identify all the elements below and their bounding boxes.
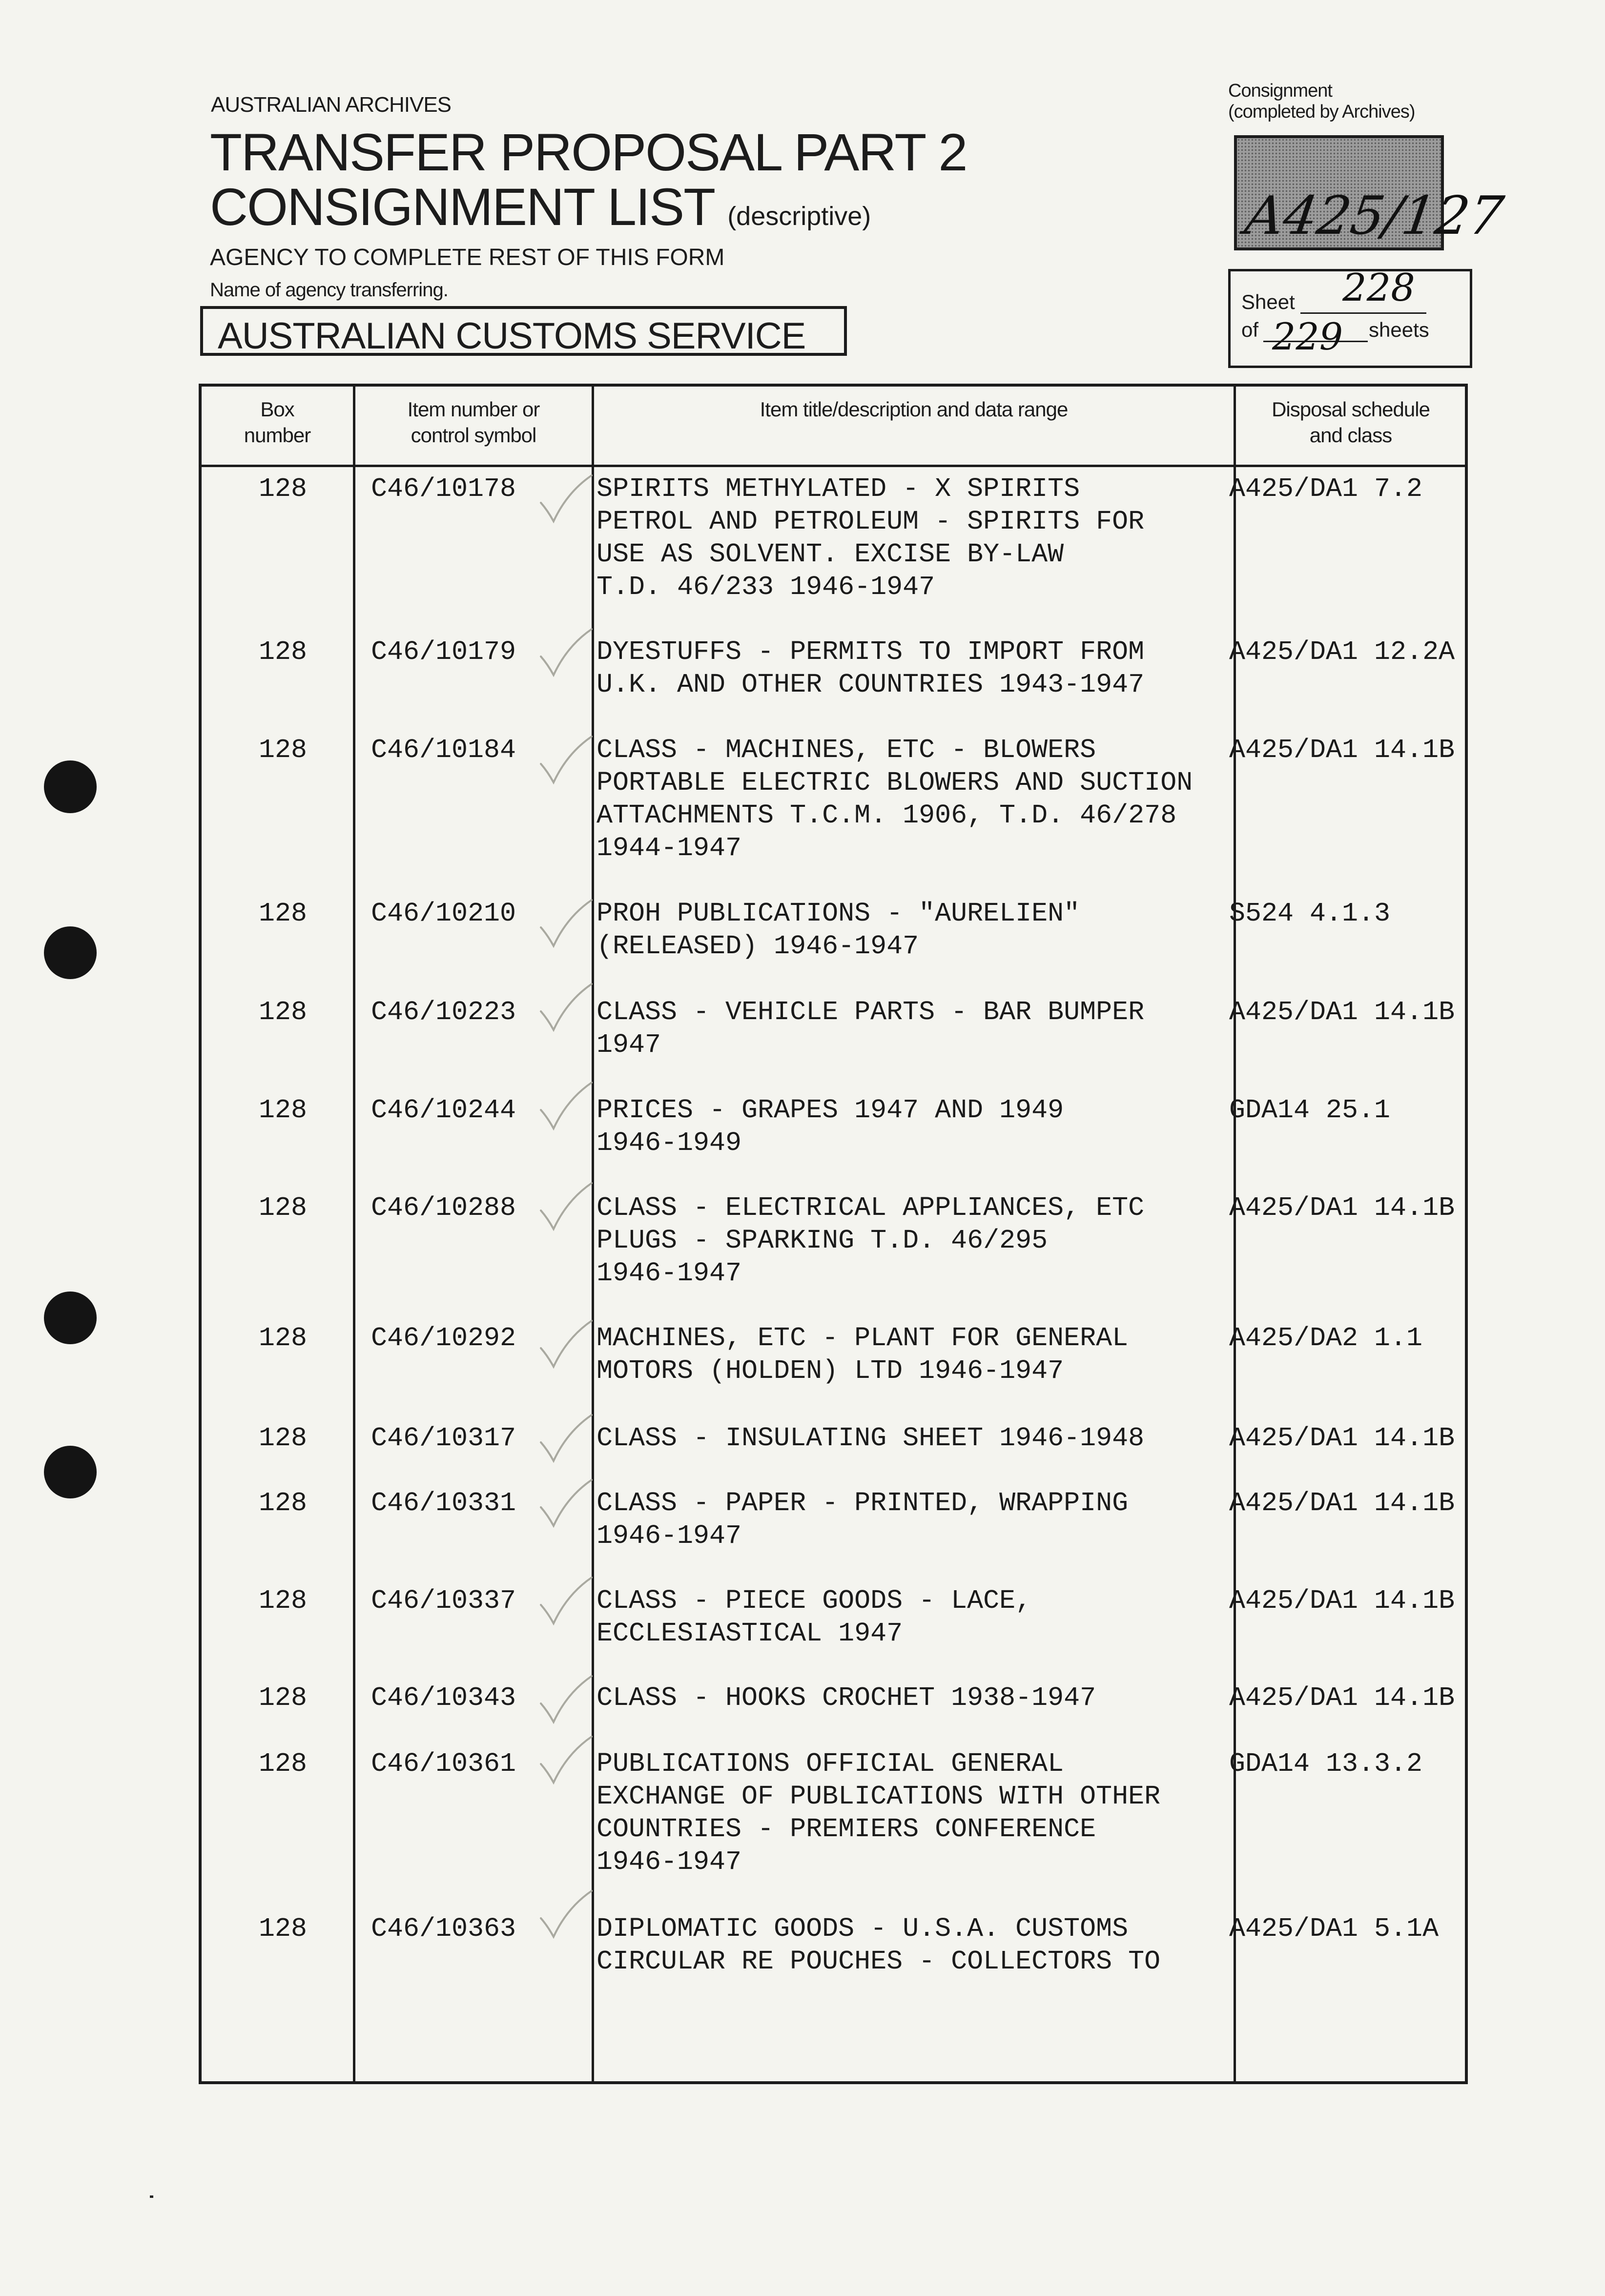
check-mark-icon [537, 1673, 596, 1732]
check-mark-icon [537, 981, 596, 1040]
column-header-item-line1: Item number or [407, 398, 540, 421]
consignment-label-line2: (completed by Archives) [1228, 102, 1415, 122]
box-number: 128 [259, 1488, 308, 1518]
item-number: C46/10184 [371, 735, 516, 765]
box-number: 128 [259, 1323, 308, 1353]
check-mark-icon [537, 1318, 596, 1376]
column-header-box-line2: number [244, 424, 311, 447]
form-subtitle [210, 177, 871, 236]
box-number: 128 [259, 1682, 308, 1713]
disposal-class: A425/DA1 14.1B [1229, 1488, 1455, 1518]
check-mark-icon [537, 1180, 596, 1239]
disposal-class: A425/DA1 14.1B [1229, 1423, 1455, 1454]
disposal-class: A425/DA1 7.2 [1229, 473, 1423, 504]
check-mark-icon [537, 1575, 596, 1633]
item-number: C46/10331 [371, 1488, 516, 1518]
box-number: 128 [259, 636, 308, 667]
form-subtitle-text: CONSIGNMENT LIST [210, 177, 714, 236]
column-divider-1 [353, 384, 355, 2084]
column-header-item-line2: control symbol [411, 424, 536, 447]
disposal-class: A425/DA1 5.1A [1229, 1913, 1439, 1944]
total-sheets-number: 229 [1272, 315, 1343, 358]
column-header-box [202, 396, 353, 448]
check-mark-icon [537, 472, 596, 531]
paper-speck [150, 2195, 153, 2198]
box-number: 128 [259, 1192, 308, 1223]
box-number: 128 [259, 1913, 308, 1944]
item-description: CLASS - PAPER - PRINTED, WRAPPING 1946-1947 [597, 1488, 1129, 1551]
column-header-box-line1: Box [260, 398, 294, 421]
sheets-label: sheets [1369, 318, 1429, 341]
item-description: MACHINES, ETC - PLANT FOR GENERAL MOTORS (HOLDEN) LTD 1946-1947 [597, 1323, 1129, 1386]
column-header-description: Item title/description and data range [760, 398, 1068, 421]
check-mark-icon [537, 734, 596, 792]
item-description: CLASS - MACHINES, ETC - BLOWERS PORTABLE ELECTRIC BLOWERS AND SUCTION ATTACHMENTS T.C.M. 1906, T.D. 46/278 1944-1947 [597, 735, 1193, 863]
punch-hole [44, 1292, 97, 1344]
disposal-class: A425/DA2 1.1 [1229, 1323, 1423, 1353]
item-number: C46/10223 [371, 997, 516, 1027]
column-header-item [355, 396, 592, 448]
item-description: CLASS - INSULATING SHEET 1946-1948 [597, 1423, 1145, 1454]
agency-name: AUSTRALIAN CUSTOMS SERVICE [218, 315, 806, 357]
item-description: CLASS - VEHICLE PARTS - BAR BUMPER 1947 [597, 997, 1145, 1060]
check-mark-icon [537, 1080, 596, 1138]
item-description: CLASS - PIECE GOODS - LACE, ECCLESIASTICAL 1947 [597, 1585, 1032, 1649]
box-number: 128 [259, 1748, 308, 1779]
item-number: C46/10288 [371, 1192, 516, 1223]
instruction-text: AGENCY TO COMPLETE REST OF THIS FORM [210, 245, 725, 270]
sheet-label: Sheet [1241, 290, 1295, 313]
item-number: C46/10210 [371, 898, 516, 929]
consignment-number: A425/127 [1241, 185, 1507, 246]
punch-hole [44, 926, 97, 979]
check-mark-icon [537, 1477, 596, 1536]
disposal-class: A425/DA1 14.1B [1229, 1682, 1455, 1713]
item-number: C46/10337 [371, 1585, 516, 1616]
disposal-class: S524 4.1.3 [1229, 898, 1391, 929]
box-number: 128 [259, 1095, 308, 1126]
item-description: PROH PUBLICATIONS - "AURELIEN" (RELEASED) 1946-1947 [597, 898, 1080, 962]
item-number: C46/10292 [371, 1323, 516, 1353]
agency-label: Name of agency transferring. [210, 279, 448, 301]
form-subtitle-suffix: (descriptive) [727, 202, 871, 231]
check-mark-icon [537, 897, 596, 956]
disposal-class: GDA14 13.3.2 [1229, 1748, 1423, 1779]
item-description: CLASS - ELECTRICAL APPLIANCES, ETC PLUGS - SPARKING T.D. 46/295 1946-1947 [597, 1192, 1145, 1289]
disposal-class: A425/DA1 14.1B [1229, 997, 1455, 1027]
item-number: C46/10317 [371, 1423, 516, 1454]
item-description: PRICES - GRAPES 1947 AND 1949 1946-1949 [597, 1095, 1064, 1158]
box-number: 128 [259, 735, 308, 765]
check-mark-icon [537, 1412, 596, 1471]
item-number: C46/10244 [371, 1095, 516, 1126]
disposal-class: A425/DA1 14.1B [1229, 735, 1455, 765]
item-number: C46/10361 [371, 1748, 516, 1779]
disposal-class: GDA14 25.1 [1229, 1095, 1391, 1126]
archives-label: AUSTRALIAN ARCHIVES [211, 93, 452, 117]
disposal-class: A425/DA1 14.1B [1229, 1585, 1455, 1616]
check-mark-icon [537, 1734, 596, 1792]
item-description: PUBLICATIONS OFFICIAL GENERAL EXCHANGE OF PUBLICATIONS WITH OTHER COUNTRIES - PREMIERS CONFERENCE 1946-1947 [597, 1748, 1161, 1877]
check-mark-icon [537, 1888, 596, 1947]
check-mark-icon [537, 626, 596, 685]
sheet-number-line [1300, 312, 1426, 314]
column-header-disposal [1236, 396, 1465, 448]
item-number: C46/10363 [371, 1913, 516, 1944]
consignment-label [1228, 81, 1415, 123]
box-number: 128 [259, 997, 308, 1027]
sheet-number: 228 [1342, 266, 1415, 310]
item-number: C46/10178 [371, 473, 516, 504]
column-header-disposal-line1: Disposal schedule [1272, 398, 1430, 421]
disposal-class: A425/DA1 12.2A [1229, 636, 1455, 667]
box-number: 128 [259, 898, 308, 929]
of-label: of [1241, 318, 1259, 341]
agency-name-box [200, 306, 847, 356]
header-divider [199, 465, 1468, 467]
punch-hole [44, 1446, 97, 1498]
punch-hole [44, 760, 97, 813]
item-description: SPIRITS METHYLATED - X SPIRITS PETROL AND PETROLEUM - SPIRITS FOR USE AS SOLVENT. EXCISE BY-LAW T.D. 46/233 1946-1947 [597, 473, 1145, 602]
disposal-class: A425/DA1 14.1B [1229, 1192, 1455, 1223]
item-description: DIPLOMATIC GOODS - U.S.A. CUSTOMS CIRCULAR RE POUCHES - COLLECTORS TO [597, 1913, 1161, 1977]
consignment-label-line1: Consignment [1228, 81, 1332, 101]
item-number: C46/10179 [371, 636, 516, 667]
column-header-disposal-line2: and class [1309, 424, 1392, 447]
box-number: 128 [259, 1585, 308, 1616]
item-description: CLASS - HOOKS CROCHET 1938-1947 [597, 1682, 1096, 1713]
item-number: C46/10343 [371, 1682, 516, 1713]
box-number: 128 [259, 473, 308, 504]
box-number: 128 [259, 1423, 308, 1454]
item-description: DYESTUFFS - PERMITS TO IMPORT FROM U.K. AND OTHER COUNTRIES 1943-1947 [597, 636, 1145, 700]
form-title: TRANSFER PROPOSAL PART 2 [210, 123, 967, 182]
